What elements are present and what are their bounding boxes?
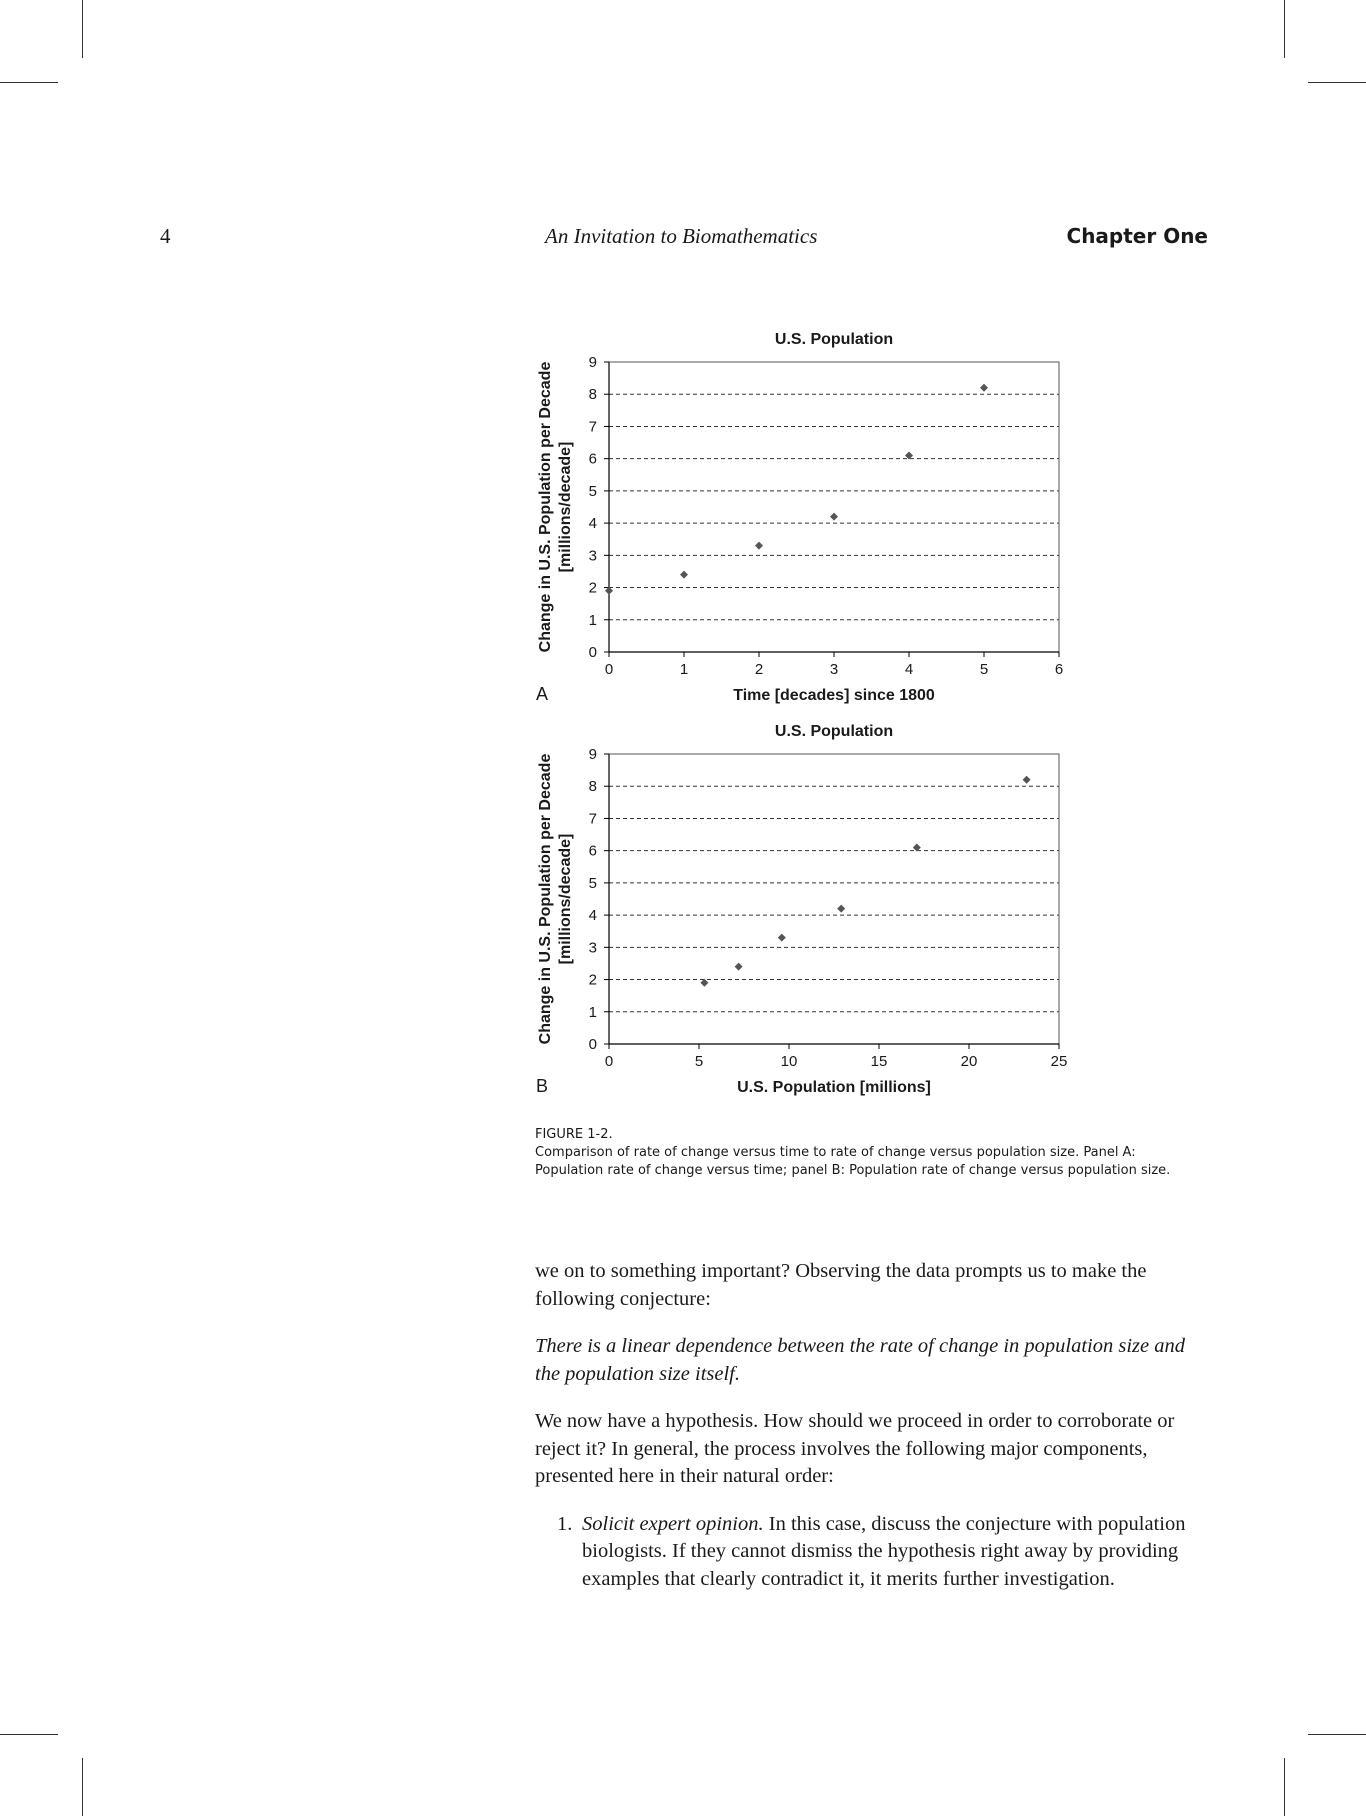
y-axis-label-units: [millions/decade] xyxy=(557,441,574,573)
data-point xyxy=(735,963,743,971)
chart-title: U.S. Population xyxy=(774,331,894,348)
list-item-lead: Solicit expert opinion. xyxy=(582,1512,764,1535)
crop-mark xyxy=(82,0,83,58)
y-tick-label: 3 xyxy=(588,547,597,565)
list-number: 1. xyxy=(557,1512,573,1535)
y-tick-label: 5 xyxy=(588,482,597,500)
y-axis-label-units: [millions/decade] xyxy=(557,833,574,965)
y-axis-label: Change in U.S. Population per Decade xyxy=(537,753,554,1045)
y-tick-label: 5 xyxy=(588,874,597,892)
chart-panel-b xyxy=(520,714,1080,1104)
numbered-list xyxy=(535,1511,1210,1594)
x-tick-label: 4 xyxy=(904,661,914,678)
crop-mark xyxy=(1284,0,1285,58)
data-point xyxy=(755,542,763,550)
paragraph: we on to something important? Observing the data prompts us to make the following conjecture: xyxy=(535,1260,1147,1310)
y-tick-label: 7 xyxy=(588,418,597,436)
y-tick-label: 0 xyxy=(588,1036,597,1053)
x-tick-label: 10 xyxy=(780,1053,798,1070)
plot-area-border xyxy=(609,362,1059,652)
y-axis-label: Change in U.S. Population per Decade xyxy=(537,361,554,653)
x-tick-label: 3 xyxy=(829,661,839,678)
x-tick-label: 1 xyxy=(679,661,689,678)
y-tick-label: 4 xyxy=(588,515,597,533)
x-tick-label: 5 xyxy=(979,661,989,678)
x-tick-label: 6 xyxy=(1054,661,1064,678)
x-axis-label: Time [decades] since 1800 xyxy=(733,687,935,704)
x-tick-label: 0 xyxy=(604,661,614,678)
data-point xyxy=(1023,776,1031,784)
y-tick-label: 4 xyxy=(588,907,597,925)
list-item xyxy=(535,1511,1210,1594)
data-point xyxy=(778,934,786,942)
x-axis-label: U.S. Population [millions] xyxy=(737,1079,931,1096)
data-point xyxy=(830,513,838,521)
crop-mark xyxy=(1284,1758,1285,1816)
crop-mark xyxy=(0,1734,58,1735)
y-tick-label: 2 xyxy=(588,579,597,597)
y-tick-label: 1 xyxy=(588,1003,597,1021)
chart-title: U.S. Population xyxy=(774,723,894,740)
x-tick-label: 25 xyxy=(1050,1053,1068,1070)
paragraph: We now have a hypothesis. How should we proceed in order to corroborate or reject it? In general, the process involves the following major components, presented here in their natural order: xyxy=(535,1410,1175,1487)
x-tick-label: 5 xyxy=(694,1053,704,1070)
crop-mark xyxy=(1308,1734,1366,1735)
x-tick-label: 2 xyxy=(754,661,764,678)
y-tick-label: 7 xyxy=(588,810,597,828)
x-tick-label: 15 xyxy=(870,1053,888,1070)
running-title: An Invitation to Biomathematics xyxy=(545,224,818,248)
conjecture: There is a linear dependence between the rate of change in population size and the population size itself. xyxy=(535,1335,1185,1385)
plot-area-border xyxy=(609,754,1059,1044)
figure-caption xyxy=(535,1126,1215,1180)
data-point xyxy=(680,571,688,579)
caption-line-2: Population rate of change versus time; panel B: Population rate of change versus population size. xyxy=(535,1163,1171,1178)
page-number: 4 xyxy=(160,224,171,248)
panel-label: A xyxy=(536,684,549,704)
y-tick-label: 9 xyxy=(588,354,597,371)
chapter-label: Chapter One xyxy=(1066,224,1208,248)
body-text xyxy=(535,1258,1210,1593)
caption-line-1: Comparison of rate of change versus time to rate of change versus population size. Panel A: xyxy=(535,1145,1136,1160)
y-tick-label: 6 xyxy=(588,450,597,468)
y-tick-label: 2 xyxy=(588,971,597,989)
crop-mark xyxy=(0,82,58,83)
y-tick-label: 9 xyxy=(588,746,597,763)
y-tick-label: 8 xyxy=(588,778,597,796)
crop-mark xyxy=(1308,82,1366,83)
chart-panel-a xyxy=(520,322,1080,712)
panel-label: B xyxy=(536,1076,549,1096)
page-header xyxy=(0,224,1366,254)
y-tick-label: 8 xyxy=(588,386,597,404)
list-item-text: In this case, discuss the conjecture with population biologists. If they cannot dismiss the hypothesis right away by providing examples that clearly contradict it, it merits further investigation. xyxy=(582,1512,1186,1590)
data-point xyxy=(980,384,988,392)
x-tick-label: 20 xyxy=(960,1053,978,1070)
figure-label: FIGURE 1-2. xyxy=(535,1127,613,1142)
y-tick-label: 0 xyxy=(588,644,597,661)
y-tick-label: 6 xyxy=(588,842,597,860)
y-tick-label: 1 xyxy=(588,611,597,629)
y-tick-label: 3 xyxy=(588,939,597,957)
data-point xyxy=(837,905,845,913)
x-tick-label: 0 xyxy=(604,1053,614,1070)
crop-mark xyxy=(82,1758,83,1816)
